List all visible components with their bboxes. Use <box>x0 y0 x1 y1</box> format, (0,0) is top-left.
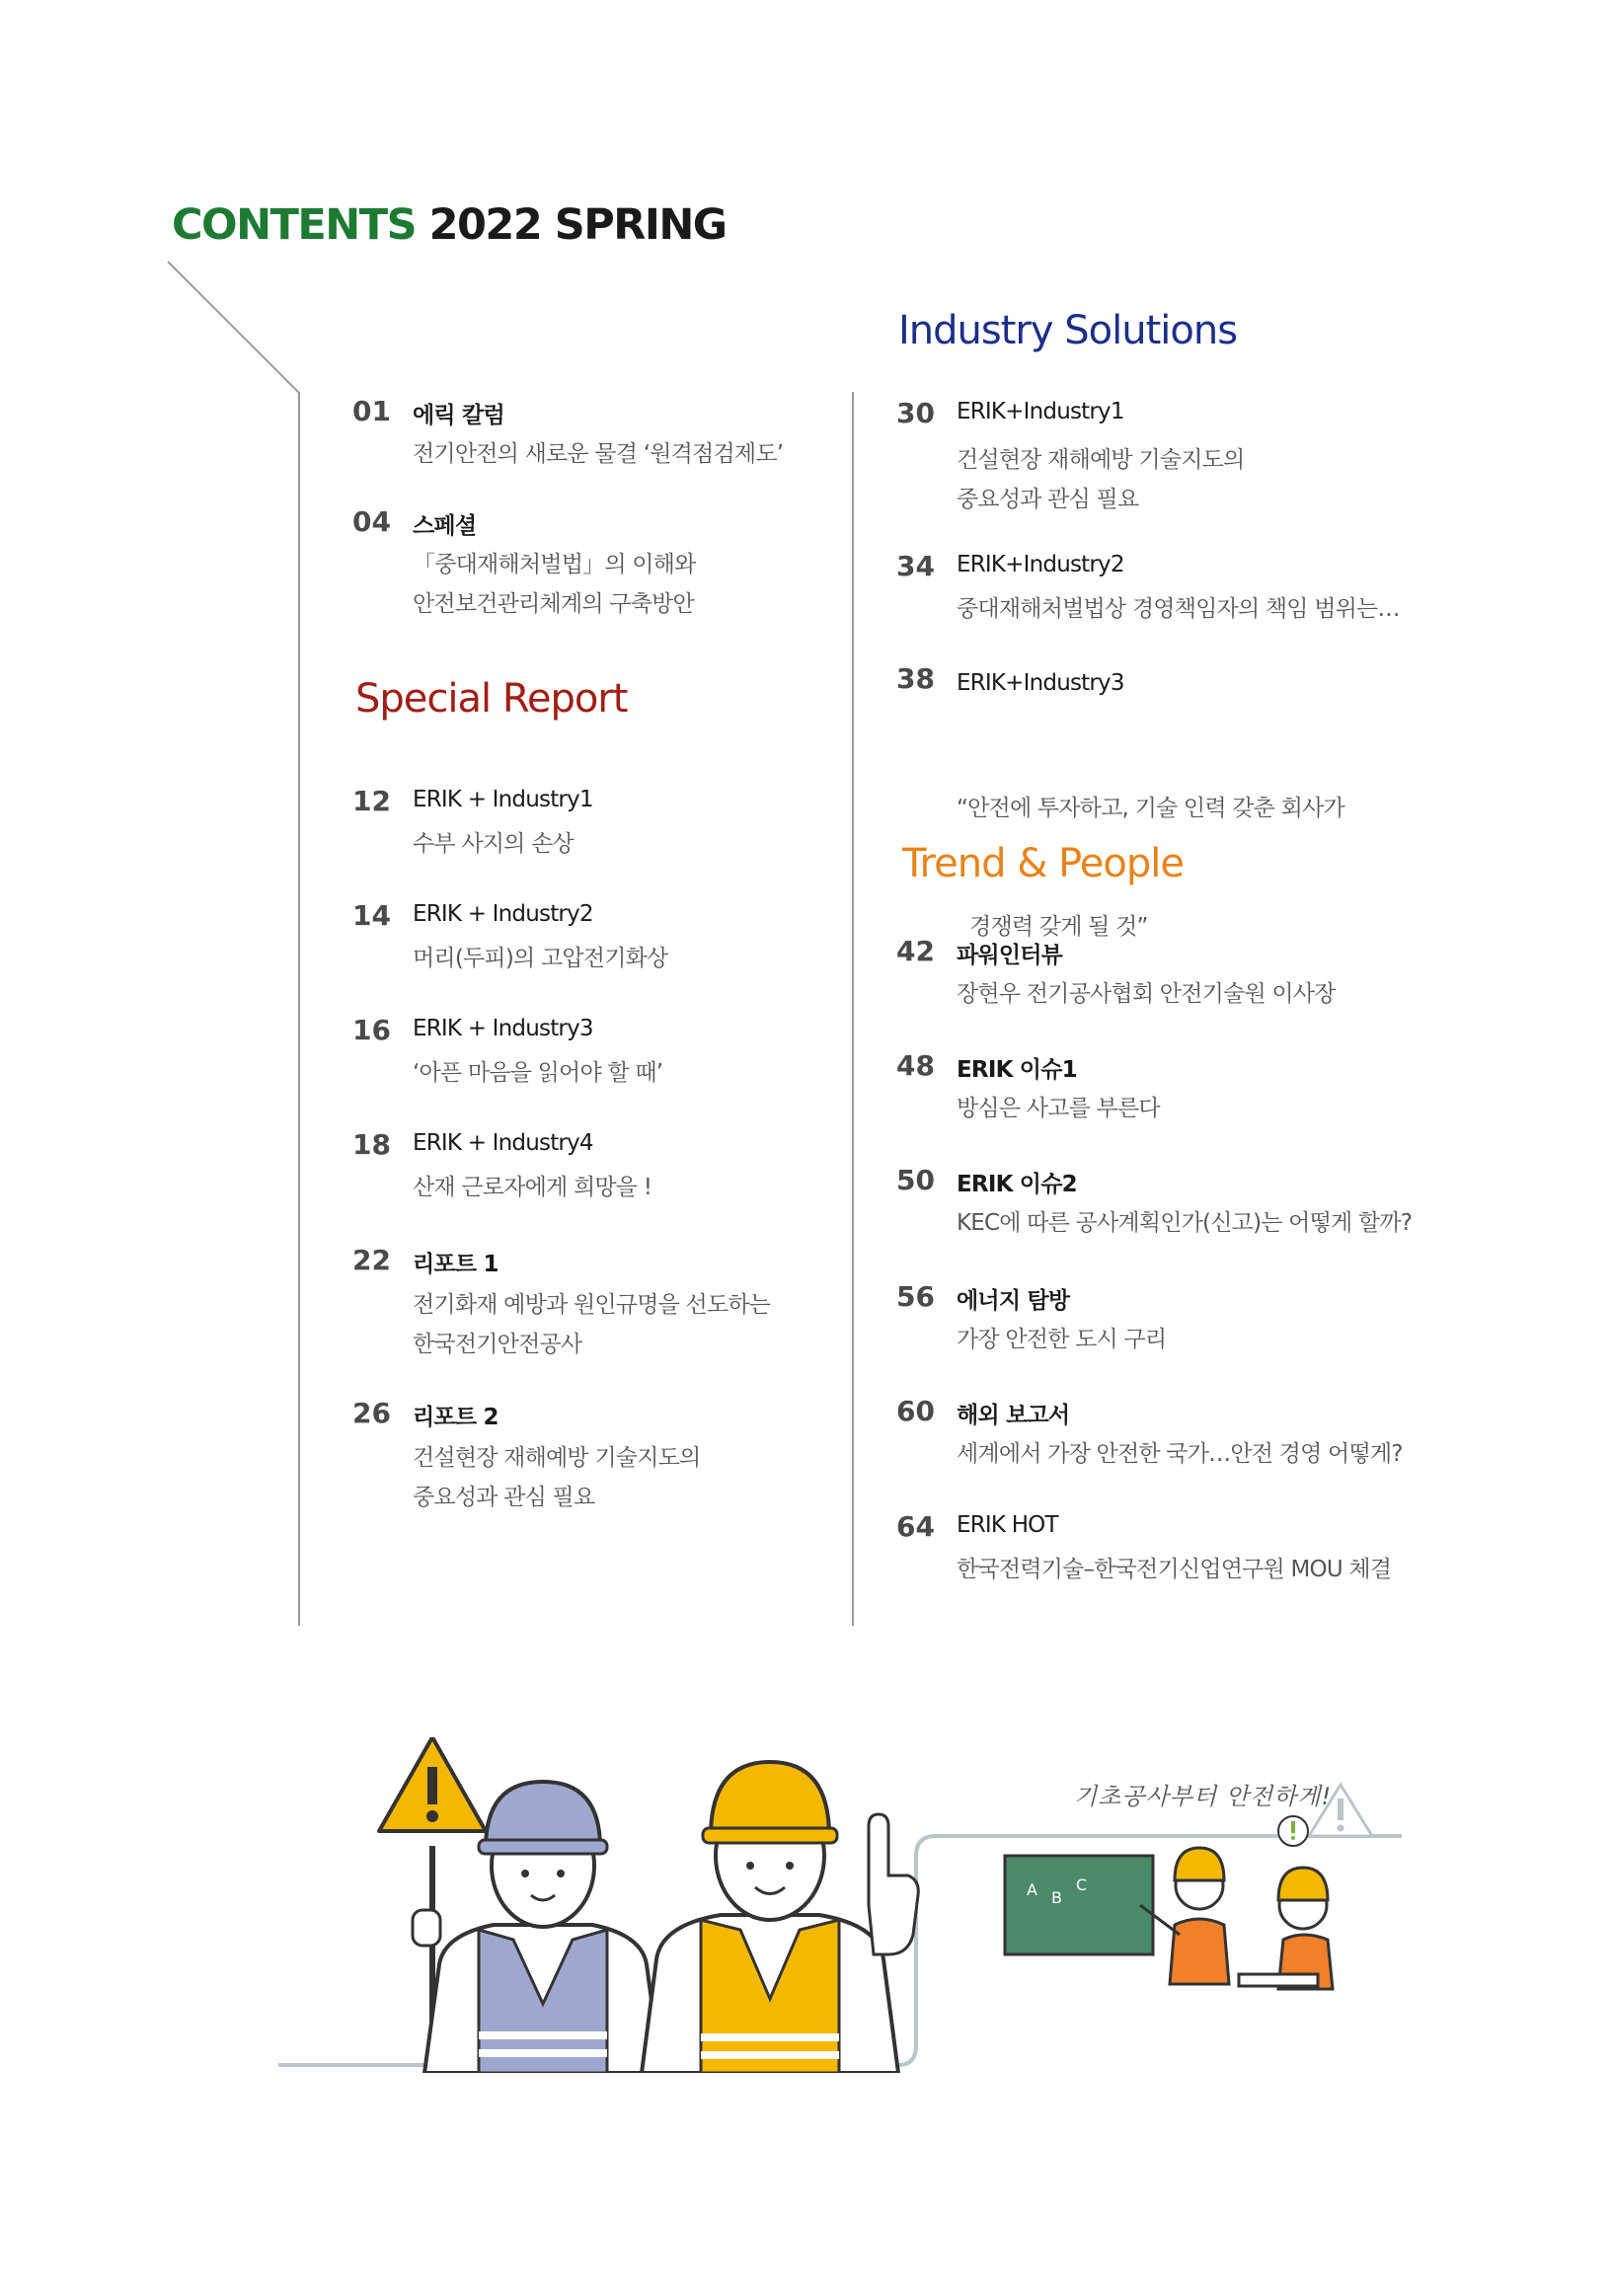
contents-label: CONTENTS <box>172 200 417 250</box>
worker-yellow-vest <box>642 1762 918 2073</box>
article-title: 중요성과 관심 필요 <box>957 487 1139 512</box>
article-title: “안전에 투자하고, 기술 인력 갖춘 회사가 <box>957 796 1344 821</box>
page-number: 18 <box>352 1128 391 1161</box>
category-label: ERIK+Industry2 <box>957 552 1124 577</box>
page-number: 50 <box>896 1164 935 1196</box>
page-number: 14 <box>352 899 391 932</box>
warning-triangle-icon <box>1309 1785 1372 1836</box>
page-number: 16 <box>352 1014 391 1046</box>
article-title: 수부 사지의 손상 <box>413 831 574 857</box>
article-title: 중대재해처벌법상 경영책임자의 책임 범위는… <box>957 596 1400 622</box>
article-title: 건설현장 재해예방 기술지도의 <box>413 1445 701 1471</box>
page-number: 22 <box>352 1244 391 1276</box>
board-letter: A <box>1027 1880 1037 1899</box>
category-label: ERIK+Industry1 <box>957 399 1124 424</box>
slogan-text: 기초공사부터 안전하게! <box>1074 1783 1333 1810</box>
board-letter: C <box>1076 1875 1088 1894</box>
category-label: 에너지 탐방 <box>957 1288 1070 1314</box>
article-title: ‘아픈 마음을 읽어야 할 때’ <box>413 1060 663 1086</box>
article-title: 한국전기안전공사 <box>413 1332 582 1357</box>
page-number: 64 <box>896 1510 935 1543</box>
page-number: 30 <box>896 397 935 429</box>
exclamation-bubble-icon <box>1278 1816 1308 1846</box>
article-title: 방심은 사고를 부른다 <box>957 1096 1160 1121</box>
desk <box>1239 1974 1318 1986</box>
page-number: 04 <box>352 505 391 538</box>
article-title: 장현우 전기공사협회 안전기술원 이사장 <box>957 981 1336 1007</box>
category-label: 에릭 칼럼 <box>413 403 504 428</box>
article-title: 중요성과 관심 필요 <box>413 1485 595 1510</box>
page-number: 38 <box>896 662 935 695</box>
article-title: 가장 안전한 도시 구리 <box>957 1327 1167 1352</box>
category-label: 해외 보고서 <box>957 1403 1070 1428</box>
article-title: 건설현장 재해예방 기술지도의 <box>957 447 1245 473</box>
page-number: 12 <box>352 785 391 817</box>
left-column-divider <box>298 392 300 1626</box>
page-number: 60 <box>896 1395 935 1427</box>
edition-label: 2022 SPRING <box>428 200 727 250</box>
article-title: 전기화재 예방과 원인규명을 선도하는 <box>413 1292 771 1318</box>
page-number: 48 <box>896 1049 935 1082</box>
article-title: 세계에서 가장 안전한 국가…안전 경영 어떻게? <box>957 1441 1403 1467</box>
article-title: 안전보건관리체계의 구축방안 <box>413 591 694 617</box>
article-title: 「중대재해처벌법」의 이해와 <box>413 552 696 577</box>
section-title-industry-solutions: Industry Solutions <box>898 308 1238 353</box>
page-number: 42 <box>896 935 935 967</box>
category-label: 리포트 1 <box>413 1252 499 1277</box>
student-worker <box>1278 1816 1333 1989</box>
section-title-special-report: Special Report <box>355 676 628 722</box>
article-title: 산재 근로자에게 희망을 ! <box>413 1175 652 1200</box>
page-number: 34 <box>896 550 935 582</box>
article-title: 머리(두피)의 고압전기화상 <box>413 946 668 971</box>
category-label: 스페셜 <box>413 513 477 539</box>
category-label: 리포트 2 <box>413 1405 499 1430</box>
section-title-trend-people: Trend & People <box>902 841 1184 886</box>
category-label: ERIK + Industry1 <box>413 787 593 812</box>
page-number: 01 <box>352 395 391 427</box>
construction-workers-illustration <box>267 1737 1412 2073</box>
page-number: 26 <box>352 1397 391 1429</box>
category-label: ERIK+Industry3 <box>957 670 1124 696</box>
category-label: ERIK + Industry3 <box>413 1016 593 1041</box>
category-label: ERIK 이슈1 <box>957 1057 1077 1083</box>
category-label: ERIK + Industry2 <box>413 901 593 927</box>
page-number: 56 <box>896 1280 935 1313</box>
article-title: 경쟁력 갖게 될 것” <box>957 914 1148 940</box>
article-title: 전기안전의 새로운 물결 ‘원격점검제도’ <box>413 441 784 467</box>
center-column-divider <box>852 392 854 1626</box>
category-label: ERIK + Industry4 <box>413 1130 593 1156</box>
decorative-diagonal-line <box>0 0 316 415</box>
board-letter: B <box>1051 1888 1062 1907</box>
chalkboard-icon <box>1005 1856 1153 1954</box>
article-title: 한국전력기술–한국전기신업연구원 MOU 체결 <box>957 1557 1392 1582</box>
worker-blue-vest <box>379 1737 661 2073</box>
category-label: ERIK 이슈2 <box>957 1172 1077 1197</box>
category-label: 파워인터뷰 <box>957 943 1063 968</box>
category-label: ERIK HOT <box>957 1512 1058 1538</box>
article-title: KEC에 따른 공사계획인가(신고)는 어떻게 할까? <box>957 1210 1413 1236</box>
